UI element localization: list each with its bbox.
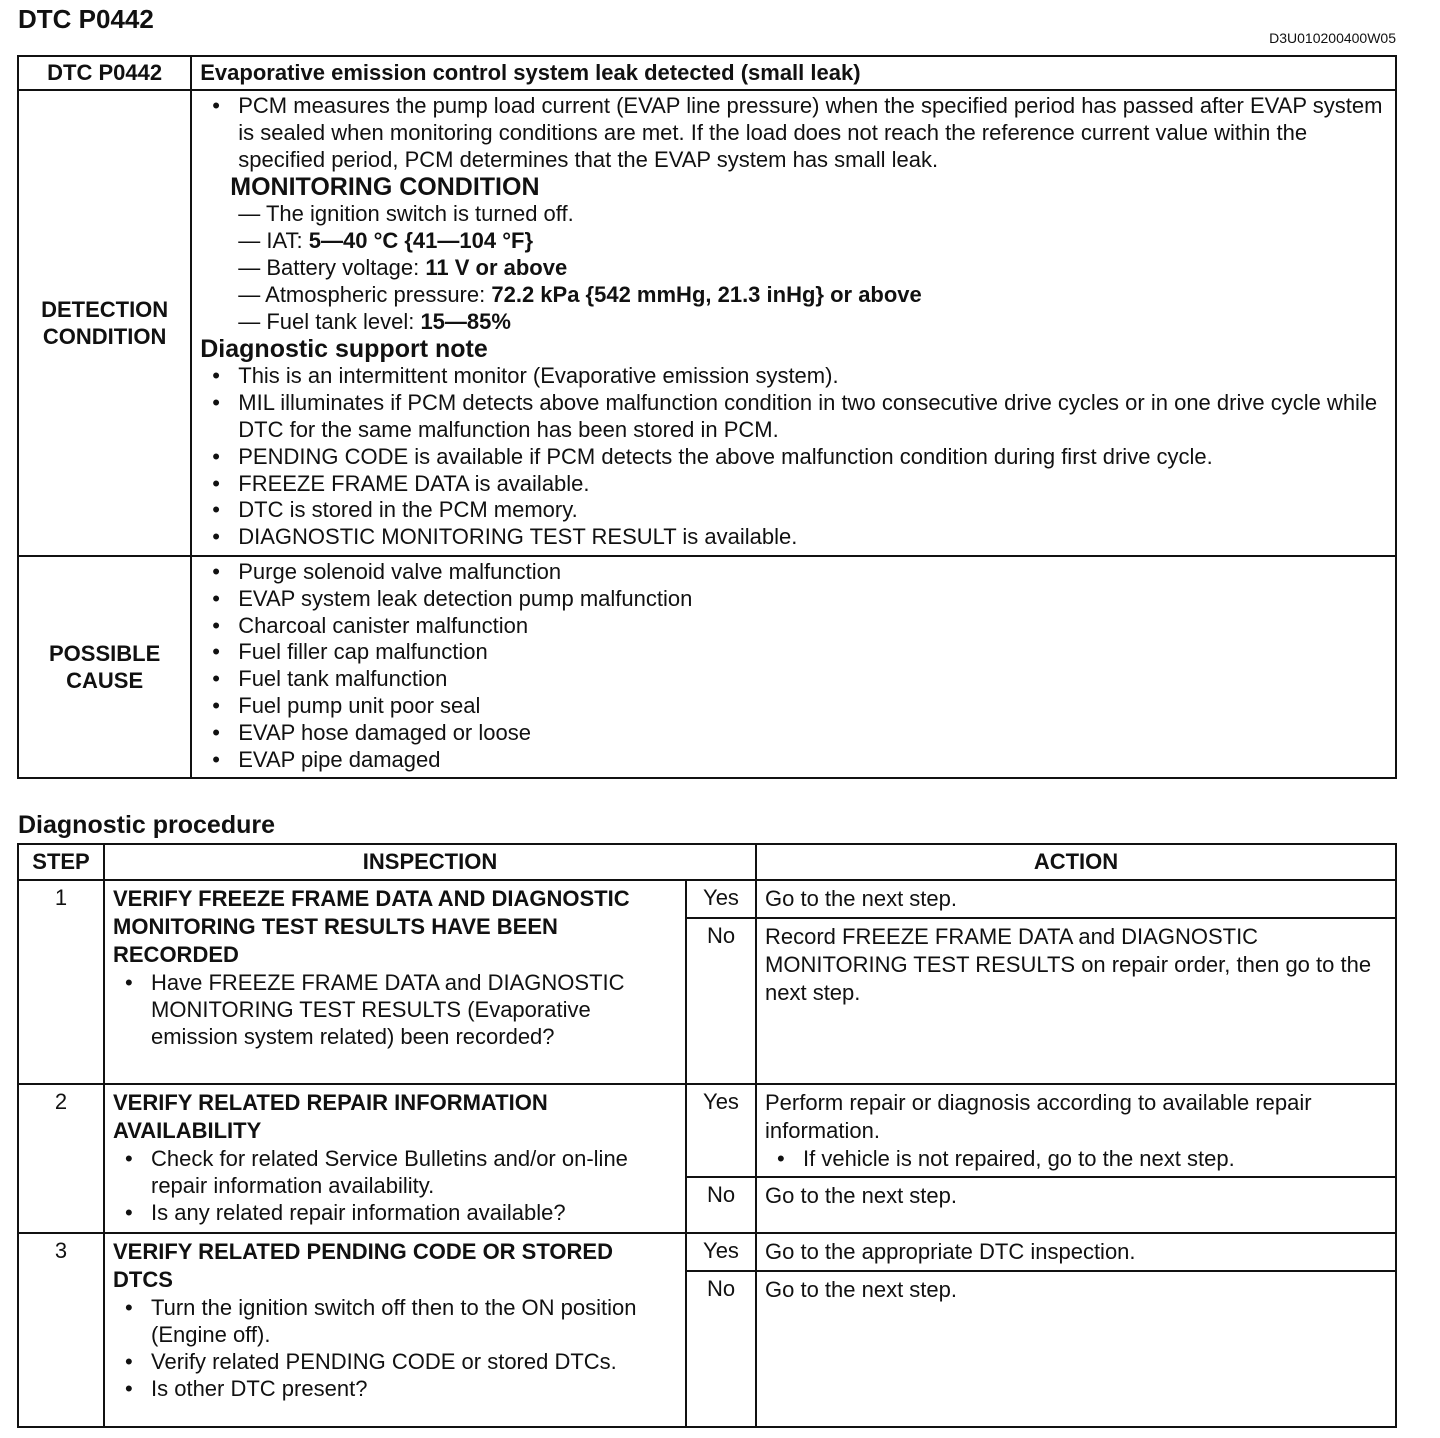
monitoring-item-value: 15—85%: [420, 308, 511, 334]
inspection-bullet: • Have FREEZE FRAME DATA and DIAGNOSTIC MONITORING TEST RESULTS (Evaporative emission system related) been recorded?: [113, 969, 677, 1050]
inspection-bullet: • Verify related PENDING CODE or stored DTCs.: [113, 1348, 677, 1375]
no-action: Go to the next step.: [756, 1271, 1396, 1427]
step-number: 3: [18, 1233, 104, 1427]
step-inspection: [104, 1084, 686, 1233]
document-code: D3U010200400W05: [1269, 30, 1396, 46]
yes-label: Yes: [686, 1084, 756, 1177]
monitoring-item-label: — Atmospheric pressure:: [238, 281, 492, 307]
dtc-info-table: [17, 55, 1397, 779]
possible-cause-content: [191, 556, 1396, 778]
diagnostic-procedure-heading: Diagnostic procedure: [18, 811, 275, 839]
support-note-item: • This is an intermittent monitor (Evaporative emission system).: [200, 363, 1387, 390]
inspection-bullet: • Check for related Service Bulletins and/or on-line repair information availability.: [113, 1145, 677, 1199]
monitoring-item-value: 72.2 kPa {542 mmHg, 21.3 inHg} or above: [491, 281, 922, 307]
inspection-column-header: INSPECTION: [104, 844, 756, 880]
inspection-title: VERIFY RELATED REPAIR INFORMATION AVAILABILITY: [113, 1090, 548, 1143]
monitoring-item-value: 5—40 °C {41—104 °F}: [308, 228, 534, 254]
possible-cause-label: [18, 556, 191, 778]
possible-cause-row: [18, 556, 1396, 778]
step-row: [18, 880, 1396, 918]
no-label: No: [686, 1177, 756, 1233]
support-note-item: • PENDING CODE is available if PCM detects the above malfunction condition during first drive cycle.: [200, 444, 1387, 471]
cause-item: • EVAP system leak detection pump malfunction: [200, 586, 1387, 613]
monitoring-item-label: — Battery voltage:: [238, 254, 426, 280]
yes-action-text: Perform repair or diagnosis according to available repair information.: [765, 1090, 1312, 1143]
procedure-header-row: [18, 844, 1396, 880]
inspection-bullet: • Is any related repair information available?: [113, 1199, 677, 1226]
yes-label: Yes: [686, 880, 756, 918]
no-label: No: [686, 1271, 756, 1427]
monitoring-condition-heading: MONITORING CONDITION: [230, 173, 540, 202]
support-note-item: • DIAGNOSTIC MONITORING TEST RESULT is available.: [200, 524, 1387, 551]
support-note-item: • MIL illuminates if PCM detects above malfunction condition in two consecutive drive cycles or in one drive cycle while DTC for the same malfunction has been stored in PCM.: [200, 390, 1387, 444]
monitoring-item-value: 11 V or above: [425, 254, 568, 280]
detection-condition-label: [18, 90, 191, 556]
inspection-title: VERIFY FREEZE FRAME DATA AND DIAGNOSTIC MONITORING TEST RESULTS HAVE BEEN RECORDED: [113, 886, 630, 967]
inspection-bullet: • Turn the ignition switch off then to the ON position (Engine off).: [113, 1294, 677, 1348]
inspection-title: VERIFY RELATED PENDING CODE OR STORED DTCS: [113, 1239, 613, 1292]
step-number: 1: [18, 880, 104, 1084]
dtc-description-cell: Evaporative emission control system leak detected (small leak): [191, 56, 1396, 90]
cause-item: • EVAP hose damaged or loose: [200, 720, 1387, 747]
cause-item: • Charcoal canister malfunction: [200, 613, 1387, 640]
cause-item: • Fuel filler cap malfunction: [200, 639, 1387, 666]
step-inspection: [104, 880, 686, 1084]
cause-item: • Fuel tank malfunction: [200, 666, 1387, 693]
diagnostic-support-note-heading: Diagnostic support note: [200, 335, 488, 364]
no-action: Go to the next step.: [756, 1177, 1396, 1233]
monitoring-item: [200, 282, 1387, 309]
detection-intro: • PCM measures the pump load current (EVAP line pressure) when the specified period has passed after EVAP system is sealed when monitoring conditions are met. If the load does not reach the reference current value within the specified period, PCM determines that the EVAP system has small leak.: [200, 93, 1387, 173]
action-column-header: ACTION: [756, 844, 1396, 880]
page-title: DTC P0442: [18, 4, 154, 34]
yes-label: Yes: [686, 1233, 756, 1271]
dtc-header-row: [18, 56, 1396, 90]
support-note-item: • DTC is stored in the PCM memory.: [200, 497, 1387, 524]
step-row: [18, 1084, 1396, 1177]
possible-cause-label-text: POSSIBLE CAUSE: [49, 641, 161, 694]
dtc-code-cell: DTC P0442: [18, 56, 191, 90]
cause-item: • Fuel pump unit poor seal: [200, 693, 1387, 720]
monitoring-item: — The ignition switch is turned off.: [238, 201, 574, 227]
detection-condition-row: [18, 90, 1396, 556]
detection-label-text: DETECTION CONDITION: [41, 296, 169, 349]
inspection-bullet: • Is other DTC present?: [113, 1375, 677, 1402]
detection-condition-content: [191, 90, 1396, 556]
diagnostic-procedure-table: [17, 843, 1397, 1428]
yes-action: [756, 1084, 1396, 1177]
yes-action: Go to the appropriate DTC inspection.: [756, 1233, 1396, 1271]
monitoring-item: [200, 255, 1387, 282]
step-row: [18, 1233, 1396, 1271]
yes-action: Go to the next step.: [756, 880, 1396, 918]
monitoring-item-label: — Fuel tank level:: [238, 308, 421, 334]
monitoring-item: [200, 309, 1387, 336]
step-inspection: [104, 1233, 686, 1427]
monitoring-item: [200, 228, 1387, 255]
monitoring-item-label: — IAT:: [238, 228, 309, 254]
yes-action-bullet: • If vehicle is not repaired, go to the next step.: [765, 1145, 1387, 1172]
step-column-header: STEP: [18, 844, 104, 880]
no-label: No: [686, 918, 756, 1084]
cause-item: • EVAP pipe damaged: [200, 747, 1387, 774]
cause-item: • Purge solenoid valve malfunction: [200, 559, 1387, 586]
no-action: Record FREEZE FRAME DATA and DIAGNOSTIC MONITORING TEST RESULTS on repair order, then go to the next step.: [756, 918, 1396, 1084]
step-number: 2: [18, 1084, 104, 1233]
support-note-item: • FREEZE FRAME DATA is available.: [200, 471, 1387, 498]
